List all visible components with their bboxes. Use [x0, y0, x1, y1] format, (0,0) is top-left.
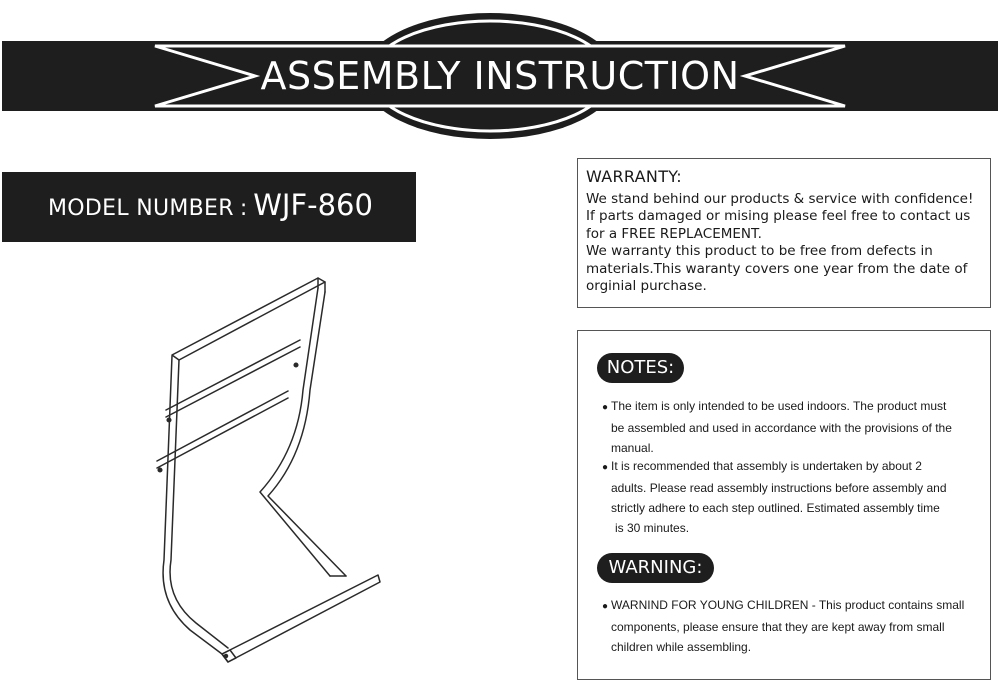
warning-bullet-children	[602, 595, 987, 657]
warranty-line: orginial purchase.	[586, 278, 707, 295]
warranty-line: We warranty this product to be free from defects in	[586, 243, 933, 260]
bullet-text: be assembled and used in accordance with the provisions of the	[611, 421, 952, 435]
bullet-text: adults. Please read assembly instructions before assembly and	[611, 481, 947, 495]
warning-title: WARNING:	[597, 553, 714, 583]
bullet-dot-icon: ●	[602, 462, 609, 473]
page-title: ASSEMBLY INSTRUCTION	[260, 54, 740, 98]
bullet-text: It is recommended that assembly is undertaken by about 2	[611, 459, 922, 473]
warranty-box	[577, 158, 991, 308]
warranty-line: for a FREE REPLACEMENT.	[586, 225, 762, 242]
bullet-text: WARNIND FOR YOUNG CHILDREN - This product contains small	[611, 598, 965, 612]
notes-bullet-indoors	[602, 396, 987, 458]
notes-box	[577, 330, 991, 680]
model-number-label: MODEL NUMBER	[48, 196, 234, 221]
model-number-value: WJF-860	[253, 188, 373, 222]
product-frame-illustration	[100, 270, 400, 680]
notes-title: NOTES:	[597, 353, 684, 383]
header-banner	[0, 0, 1000, 150]
bullet-text: children while assembling.	[611, 640, 752, 654]
model-number	[48, 188, 373, 222]
warranty-line: materials.This waranty covers one year from the date of	[586, 260, 968, 277]
bullet-text: manual.	[611, 441, 654, 455]
model-number-separator: :	[239, 196, 248, 221]
warranty-line: If parts damaged or mising please feel free to contact us	[586, 208, 971, 225]
bullet-text: is 30 minutes.	[615, 521, 690, 535]
warranty-title: WARRANTY:	[586, 167, 682, 186]
bullet-dot-icon: ●	[602, 601, 609, 612]
bullet-dot-icon: ●	[602, 402, 609, 413]
warranty-line: We stand behind our products & service with confidence!	[586, 191, 974, 207]
bullet-text: components, please ensure that they are kept away from small	[611, 620, 945, 634]
bullet-text: The item is only intended to be used indoors. The product must	[611, 399, 947, 413]
notes-bullet-assembly	[602, 456, 987, 538]
bullet-text: strictly adhere to each step outlined. Estimated assembly time	[611, 501, 940, 515]
